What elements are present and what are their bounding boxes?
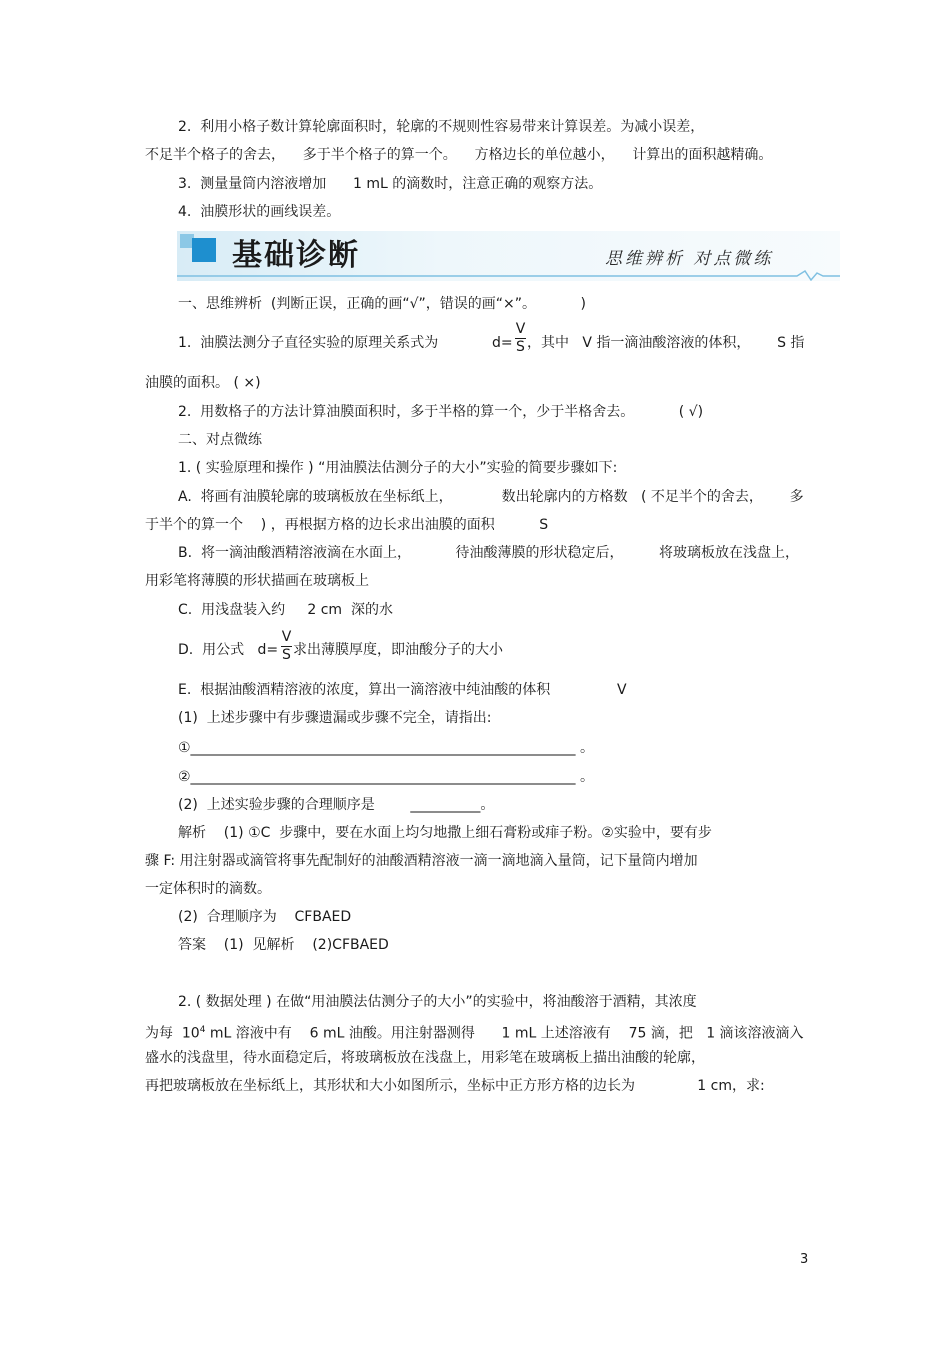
- sub-question-1: (1) 上述步骤中有步骤遗漏或步骤不完全，请指出:: [178, 710, 492, 726]
- judgement-item-1: 1. 油膜法测分子直径实验的原理关系式为: [178, 335, 439, 351]
- problem-2-line-2-start: 为每 10: [145, 1025, 200, 1042]
- judgement-heading: 一、思维辨析 (判断正误，正确的画“√”，错误的画“×”。 ): [178, 296, 586, 312]
- fraction-denominator: S: [282, 647, 291, 663]
- analysis-line-1: 解析 (1) ①C 步骤中，要在水面上均匀地撒上细石膏粉或痱子粉。②实验中，要有步: [178, 825, 712, 841]
- step-d-tail: 求出薄膜厚度，即油酸分子的大小: [293, 642, 503, 658]
- error-note-3: 3. 测量量筒内溶液增加 1 mL 的滴数时，注意正确的观察方法。: [178, 176, 603, 192]
- problem-1-intro: 1. ( 实验原理和操作 ) “用油膜法估测分子的大小”实验的简要步骤如下:: [178, 460, 618, 476]
- step-c: C. 用浅盘装入约 2 cm 深的水: [178, 602, 393, 618]
- judgement-item-2: 2. 用数格子的方法计算油膜面积时，多于半格的算一个，少于半格舍去。 ( √): [178, 404, 704, 420]
- error-note-4: 4. 油膜形状的画线误差。: [178, 204, 341, 220]
- answer-line: 答案 (1) 见解析 (2)CFBAED: [178, 937, 389, 953]
- problem-2-line-3: 盛水的浅盘里，待水面稳定后，将玻璃板放在浅盘上，用彩笔在玻璃板上描出油酸的轮廓，: [145, 1050, 705, 1066]
- practice-heading: 二、对点微练: [178, 432, 262, 448]
- fraction-denominator: S: [516, 339, 525, 355]
- judgement-item-1-tail: ，其中 V 指一滴油酸溶液的体积， S 指: [527, 335, 805, 351]
- step-d-fraction: [281, 630, 292, 663]
- formula-fraction: [515, 322, 526, 355]
- analysis-line-3: 一定体积时的滴数。: [145, 881, 271, 897]
- fraction-numerator: V: [515, 321, 526, 337]
- fraction-numerator: V: [281, 629, 292, 645]
- answer-blank-2[interactable]: ②_______________________________________________________ 。: [178, 769, 595, 785]
- formula-d-label: d=: [492, 335, 513, 351]
- step-d: D. 用公式 d=: [178, 642, 279, 658]
- step-b: B. 将一滴油酸酒精溶液滴在水面上， 待油酸薄膜的形状稳定后， 将玻璃板放在浅盘上，: [178, 545, 800, 561]
- analysis-line-2: 骤 F: 用注射器或滴管将事先配制好的油酸酒精溶液一滴一滴地滴入量筒，记下量筒内增加: [145, 853, 698, 869]
- banner-pulse-line-icon: [177, 269, 840, 281]
- exponent: 4: [199, 1025, 206, 1035]
- answer-blank-1[interactable]: ①_______________________________________________________ 。: [178, 740, 595, 756]
- banner-square-dark-icon: [192, 238, 216, 262]
- error-note-2: 2. 利用小格子数计算轮廓面积时，轮廓的不规则性容易带来计算误差。为减小误差，: [178, 119, 705, 135]
- step-b-cont: 用彩笔将薄膜的形状描画在玻璃板上: [145, 573, 369, 589]
- step-a-cont: 于半个的算一个 ) ，再根据方格的边长求出油膜的面积 S: [145, 517, 549, 533]
- analysis-line-4: (2) 合理顺序为 CFBAED: [178, 909, 352, 925]
- banner-subtitle: 思维辨析 对点微练: [605, 249, 774, 269]
- page-number: 3: [800, 1252, 809, 1267]
- error-note-2-cont: 不足半个格子的舍去， 多于半个格子的算一个。 方格边长的单位越小， 计算出的面积越精确。: [145, 147, 773, 163]
- problem-2-line-2: [145, 1020, 804, 1044]
- step-a: A. 将画有油膜轮廓的玻璃板放在坐标纸上， 数出轮廓内的方格数 ( 不足半个的舍去， 多: [178, 489, 804, 505]
- section-banner: [177, 231, 840, 281]
- problem-2-line-1: 2. ( 数据处理 ) 在做“用油膜法估测分子的大小”的实验中，将油酸溶于酒精，其浓度: [178, 994, 697, 1010]
- sub-question-2: (2) 上述实验步骤的合理顺序是 __________。: [178, 797, 495, 813]
- problem-2-line-2-rest: mL 溶液中有 6 mL 油酸。用注射器测得 1 mL 上述溶液有 75 滴，把 1 滴该溶液滴入: [205, 1025, 804, 1042]
- judgement-item-1-cont: 油膜的面积。 ( ×): [145, 375, 261, 391]
- problem-2-line-4: 再把玻璃板放在坐标纸上，其形状和大小如图所示，坐标中正方形方格的边长为 1 cm，求:: [145, 1078, 765, 1094]
- step-e: E. 根据油酸酒精溶液的浓度，算出一滴溶液中纯油酸的体积 V: [178, 682, 627, 698]
- banner-title: 基础诊断: [232, 238, 360, 273]
